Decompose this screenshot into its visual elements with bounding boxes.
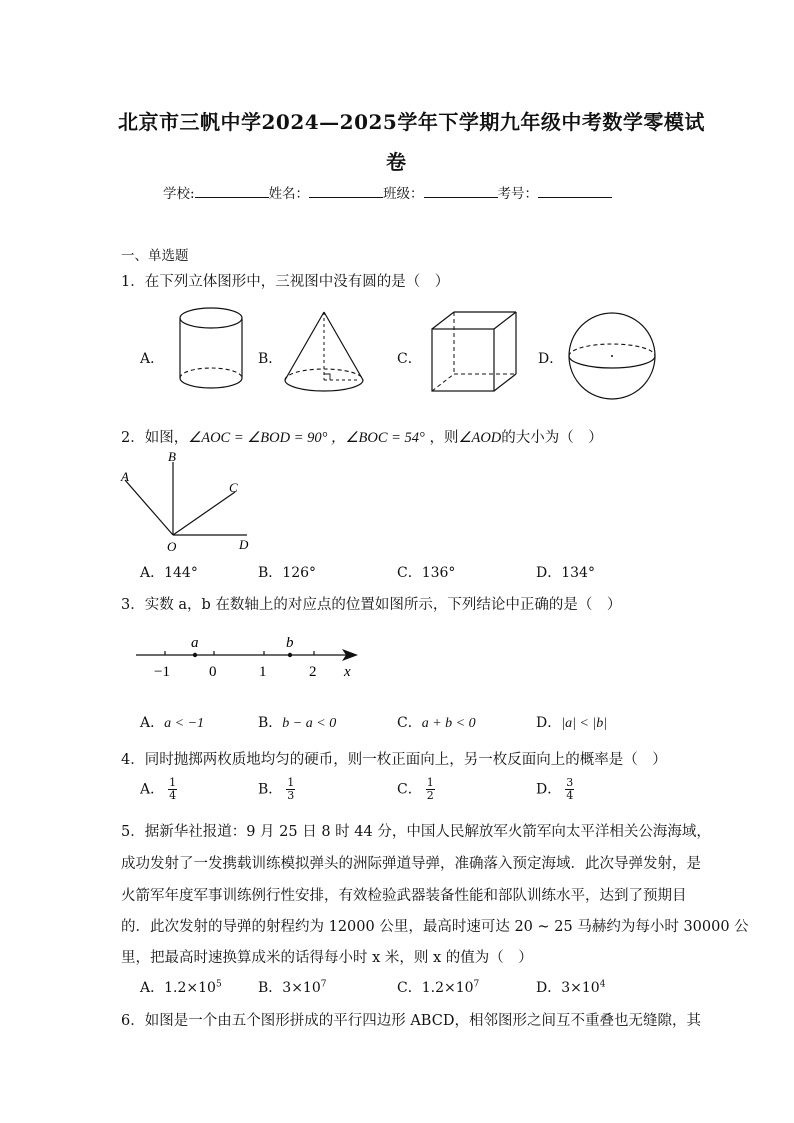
q4-option-c-letter: C． <box>397 781 422 798</box>
question-3-stem: 3．实数 a，b 在数轴上的对应点的位置如图所示，下列结论中正确的是（ ） <box>121 597 622 613</box>
q1-option-b[interactable]: B． <box>258 351 283 367</box>
q3-option-b[interactable] <box>258 712 336 732</box>
q4-option-a-letter: A． <box>140 781 165 798</box>
class-label: 班级： <box>383 186 424 202</box>
student-info <box>163 182 612 202</box>
label-c: C <box>229 480 238 495</box>
q3-option-a[interactable] <box>140 712 204 732</box>
cube-figure <box>428 308 520 396</box>
q2-stem-math: ∠AOC = ∠BOD = 90° ，∠BOC = 54° <box>188 430 425 446</box>
page-title: 北京市三帆中学2024—2025学年下学期九年级中考数学零模试 <box>118 110 705 134</box>
angle-figure <box>115 448 260 556</box>
class-blank[interactable] <box>424 185 498 198</box>
page-title-continued: 卷 <box>386 150 407 174</box>
q4-option-b[interactable] <box>258 777 295 802</box>
q3-option-c-letter: C． <box>397 715 422 731</box>
q5-option-b[interactable] <box>258 977 326 997</box>
q5-option-b-letter: B． <box>258 980 283 996</box>
q3-option-b-letter: B． <box>258 715 283 731</box>
tick-label: −1 <box>154 664 170 680</box>
q3-option-d-math: |a| < |b| <box>561 716 608 731</box>
label-d: D <box>239 537 249 552</box>
q4-fraction-a: $\frac{1}{4}$ <box>169 776 177 802</box>
tick-label: 0 <box>209 664 217 680</box>
question-5-line-3: 火箭军年度军事训练例行性安排，有效检验武器装备性能和部队训练水平，达到了预期目 <box>121 888 687 904</box>
section-heading: 一、单选题 <box>121 248 189 264</box>
q2-option-b[interactable]: B．126° <box>258 565 317 581</box>
exam-no-blank[interactable] <box>538 185 612 198</box>
q1-option-c[interactable]: C． <box>397 351 422 367</box>
cylinder-figure <box>175 305 247 397</box>
q5-option-b-base: 3×10 <box>282 980 321 996</box>
q2-option-a[interactable]: A．144° <box>140 565 198 581</box>
number-line-figure <box>130 630 370 682</box>
q4-fraction-c: $\frac{1}{2}$ <box>426 776 434 802</box>
question-4-stem: 4．同时抛掷两枚质地均匀的硬币，则一枚正面向上，另一枚反面向上的概率是（ ） <box>121 752 667 768</box>
q5-option-c-letter: C． <box>397 980 422 996</box>
axis-x-label: x <box>344 664 351 680</box>
q3-option-c[interactable] <box>397 712 476 732</box>
question-5-line-1: 5．据新华社报道：9 月 25 日 8 时 44 分，中国人民解放军火箭军向太平洋相关公海海域， <box>121 824 711 840</box>
question-6-line-1: 6．如图是一个由五个图形拼成的平行四边形 ABCD，相邻图形之间互不重叠也无缝隙，其 <box>121 1013 701 1029</box>
question-5-line-5: 里，把最高时速换算成米的话得每小时 x 米，则 x 的值为（ ） <box>121 950 533 966</box>
cone-figure <box>280 308 368 396</box>
q4-option-a[interactable] <box>140 777 177 802</box>
q4-fraction-d: $\frac{3}{4}$ <box>566 776 574 802</box>
q5-option-a-exp: 5 <box>215 979 222 990</box>
label-o: O <box>167 539 177 554</box>
question-5-line-4: 的．此次发射的导弹的射程约为 12000 公里，最高时速可达 20 ~ 25 马赫约为每小时 30000 公 <box>121 919 749 935</box>
question-5-line-2: 成功发射了一发携载训练模拟弹头的洲际弹道导弹，准确落入预定海域．此次导弹发射，是 <box>121 856 701 872</box>
tick-label: 1 <box>259 664 267 680</box>
exam-no-label: 考号： <box>497 186 539 202</box>
question-1-stem: 1．在下列立体图形中，三视图中没有圆的是（ ） <box>121 274 450 290</box>
q5-option-d-letter: D． <box>536 980 562 996</box>
q5-option-a-letter: A． <box>140 980 165 996</box>
q5-option-c[interactable] <box>397 977 479 997</box>
point-a-label: a <box>191 635 199 651</box>
q1-option-d[interactable]: D． <box>538 351 564 367</box>
q4-option-d-letter: D． <box>536 781 562 798</box>
q5-option-d-base: 3×10 <box>561 980 600 996</box>
q5-option-c-exp: 7 <box>473 979 480 990</box>
name-label: 姓名： <box>268 186 310 202</box>
q4-option-d[interactable] <box>536 777 574 802</box>
q5-option-a-base: 1.2×10 <box>164 980 216 996</box>
q3-option-a-math: a < −1 <box>164 716 205 731</box>
q2-stem-mid: ，则 <box>424 430 459 446</box>
q3-option-b-math: b − a < 0 <box>282 716 337 731</box>
q5-option-d-exp: 4 <box>599 979 606 990</box>
q3-option-d-letter: D． <box>536 715 562 731</box>
q5-option-a[interactable] <box>140 977 222 997</box>
q3-option-a-letter: A． <box>140 715 165 731</box>
label-b: B <box>168 449 176 464</box>
q2-option-d[interactable]: D．134° <box>536 565 595 581</box>
q2-stem-prefix: 2．如图， <box>121 430 189 446</box>
q4-option-b-letter: B． <box>258 781 283 798</box>
point-b-label: b <box>286 635 294 651</box>
name-blank[interactable] <box>309 185 383 198</box>
q5-option-d[interactable] <box>536 977 605 997</box>
q1-option-a[interactable]: A． <box>140 351 165 367</box>
school-label: 学校: <box>163 186 195 202</box>
q5-option-b-exp: 7 <box>320 979 327 990</box>
q2-option-c[interactable]: C．136° <box>397 565 456 581</box>
q2-stem-suffix: 的大小为（ ） <box>501 430 603 446</box>
question-2-stem <box>121 426 603 447</box>
tick-label: 2 <box>309 664 317 680</box>
q4-option-c[interactable] <box>397 777 435 802</box>
q4-fraction-b: $\frac{1}{3}$ <box>287 776 295 802</box>
q3-option-d[interactable] <box>536 712 607 732</box>
q3-option-c-math: a + b < 0 <box>421 716 476 731</box>
q5-option-c-base: 1.2×10 <box>421 980 474 996</box>
label-a: A <box>121 469 129 484</box>
sphere-figure <box>566 310 658 402</box>
q2-stem-math2: ∠AOD <box>458 430 502 446</box>
school-blank[interactable] <box>195 185 269 198</box>
